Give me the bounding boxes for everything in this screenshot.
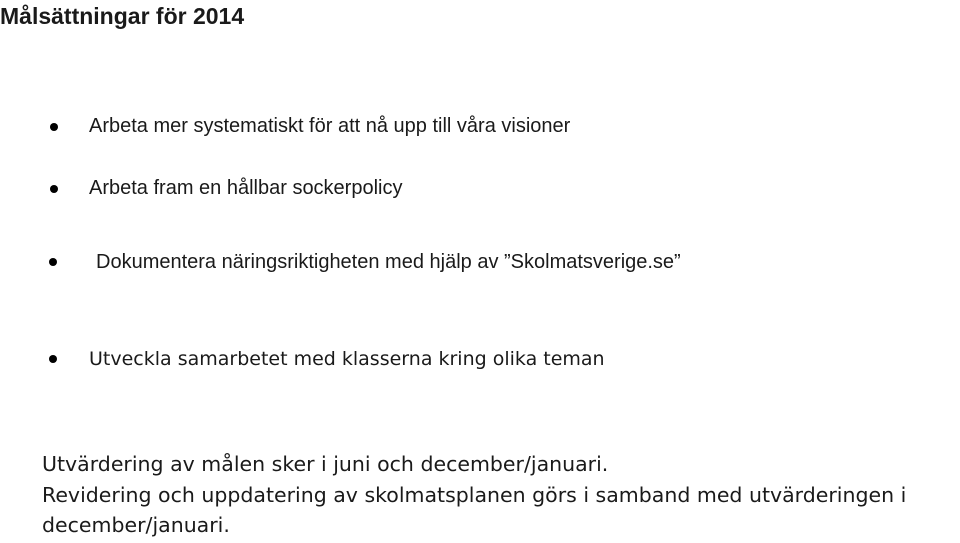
- evaluation-paragraph-line-3: december/januari.: [42, 513, 230, 537]
- goal-item-4: Utveckla samarbetet med klasserna kring olika teman: [89, 348, 605, 370]
- goal-item-3: Dokumentera näringsriktigheten med hjälp av ”Skolmatsverige.se”: [96, 251, 681, 273]
- bullet-icon: [50, 123, 58, 131]
- bullet-icon: [49, 258, 57, 266]
- bullet-icon: [49, 355, 57, 363]
- evaluation-paragraph-line-1: Utvärdering av målen sker i juni och december/januari.: [42, 452, 609, 476]
- bullet-icon: [50, 185, 58, 193]
- goal-item-1: Arbeta mer systematiskt för att nå upp till våra visioner: [89, 115, 571, 137]
- page-title: Målsättningar för 2014: [0, 3, 245, 29]
- evaluation-paragraph-line-2: Revidering och uppdatering av skolmatsplanen görs i samband med utvärderingen i: [42, 483, 907, 507]
- goal-item-2: Arbeta fram en hållbar sockerpolicy: [89, 177, 403, 199]
